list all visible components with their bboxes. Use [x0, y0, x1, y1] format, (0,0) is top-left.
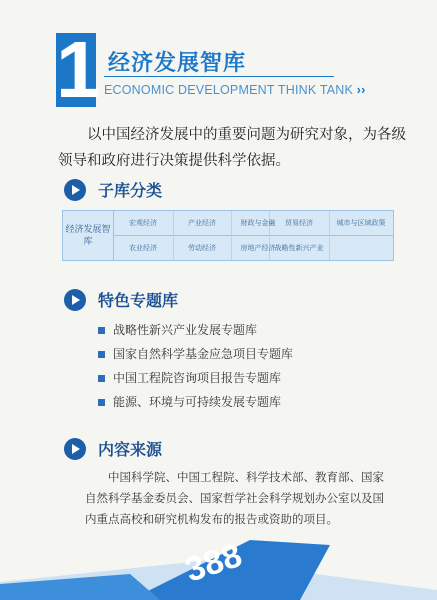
page-title: 经济发展智库 [108, 51, 247, 76]
subdb-table-head: 经济发展智库 [63, 211, 114, 260]
list-item [98, 318, 293, 342]
special-list [98, 318, 293, 414]
section-special-title: 特色专题库 [98, 291, 179, 310]
table-cell: 宏观经济 [129, 219, 157, 227]
square-bullet-icon [98, 351, 105, 358]
table-cell: 农业经济 [129, 244, 157, 252]
list-item-label: 中国工程院咨询项目报告专题库 [113, 371, 282, 385]
table-cell: 房地产经济 [240, 244, 276, 252]
list-item-label: 能源、环境与可持续发展专题库 [113, 395, 282, 409]
list-item-label: 国家自然科学基金应急项目专题库 [113, 347, 294, 361]
list-item [98, 342, 293, 366]
source-paragraph: 中国科学院、中国工程院、科学技术部、教育部、国家自然科学基金委员会、国家哲学社会科学规划办公室以及国内重点高校和研究机构发布的报告或资助的项目。 [85, 470, 384, 526]
play-circle-icon [64, 179, 86, 201]
table-cell: 财政与金融 [240, 219, 276, 227]
list-item [98, 366, 293, 390]
section-number-block [56, 25, 101, 114]
table-cell: 劳动经济 [188, 244, 216, 252]
square-bullet-icon [98, 375, 105, 382]
subtitle-en-text: ECONOMIC DEVELOPMENT THINK TANK [104, 83, 354, 97]
section-subdb-header [64, 178, 162, 201]
section-subdb-title: 子库分类 [98, 181, 163, 200]
subdb-table [62, 210, 394, 261]
bottom-numerals: 388 [180, 535, 247, 590]
bottom-decoration [0, 520, 437, 600]
play-circle-icon [64, 438, 86, 460]
title-divider [104, 76, 334, 77]
table-cell: 贸易经济 [285, 219, 313, 227]
square-bullet-icon [98, 327, 105, 334]
section-source-header [64, 437, 162, 460]
square-bullet-icon [98, 399, 105, 406]
double-chevron-right-icon: ›› [356, 83, 366, 97]
play-circle-icon [64, 289, 86, 311]
page-subtitle-en [104, 83, 366, 97]
list-item-label: 战略性新兴产业发展专题库 [113, 323, 258, 337]
table-cell: 城市与区域政策 [336, 219, 386, 227]
section-special-header [64, 288, 178, 311]
list-item [98, 390, 293, 414]
section-number: 1 [56, 25, 101, 114]
section-source-title: 内容来源 [98, 440, 163, 459]
table-cell: 产业经济 [188, 219, 216, 227]
table-cell: 战略性新兴产业 [274, 244, 324, 252]
intro-paragraph: 以中国经济发展中的重要问题为研究对象，为各级领导和政府进行决策提供科学依据。 [58, 127, 406, 169]
